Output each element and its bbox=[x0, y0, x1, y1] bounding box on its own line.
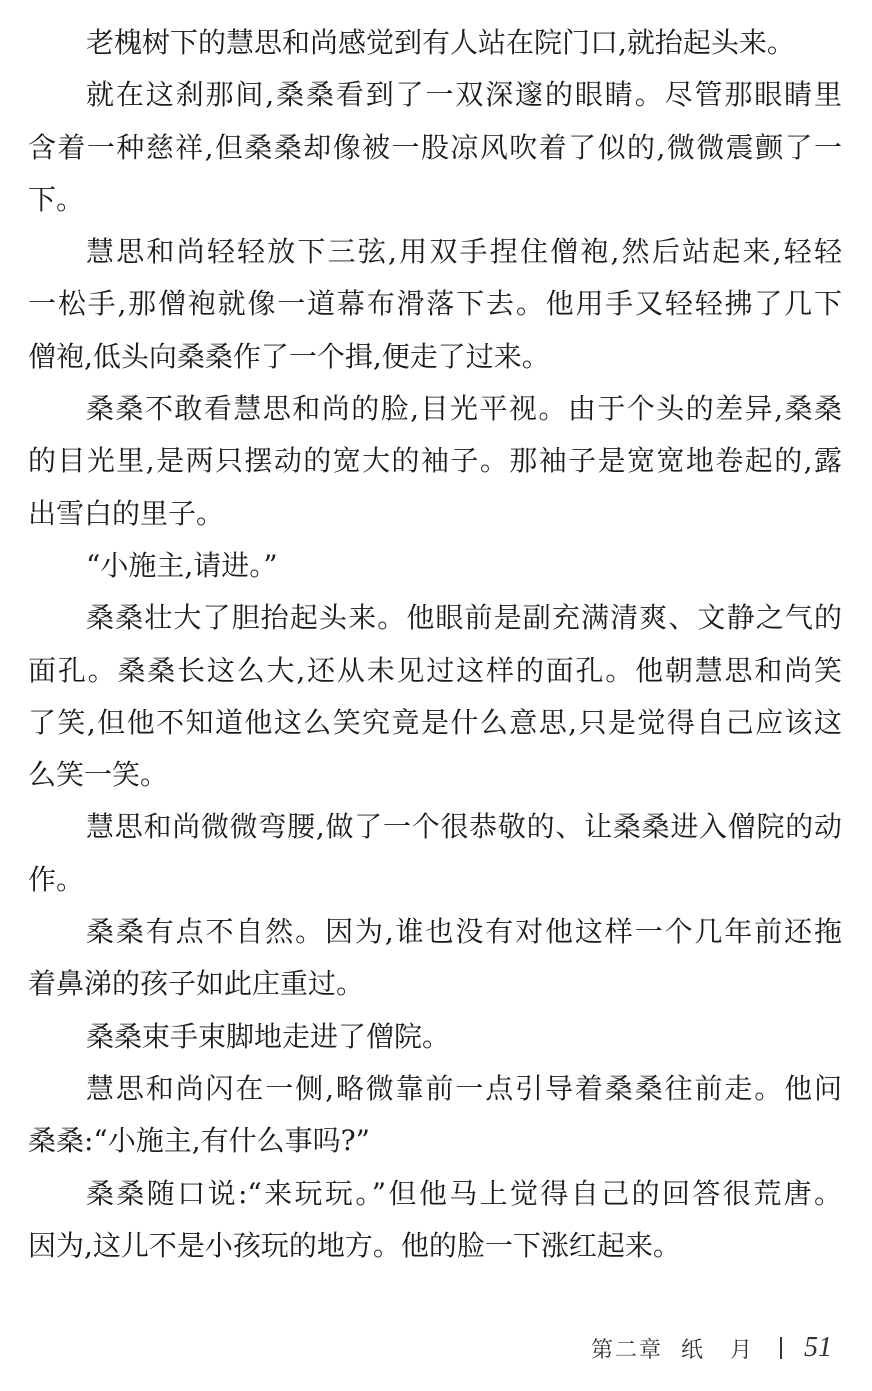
text-line: 因为,这儿不是小孩玩的地方。他的脸一下涨红起来。 bbox=[28, 1228, 681, 1262]
text-line: 着鼻涕的孩子如此庄重过。 bbox=[28, 967, 365, 1001]
text-line: 的目光里,是两只摆动的宽大的袖子。那袖子是宽宽地卷起的,露 bbox=[28, 444, 842, 478]
text-line: 就在这刹那间,桑桑看到了一双深邃的眼睛。尽管那眼睛里 bbox=[86, 78, 842, 112]
text-line: 桑桑束手束脚地走进了僧院。 bbox=[86, 1019, 451, 1053]
chapter-label: 第二章 bbox=[590, 1337, 663, 1363]
text-line: 桑桑:“小施主,有什么事吗?” bbox=[28, 1124, 370, 1158]
text-line: 出雪白的里子。 bbox=[28, 496, 225, 530]
text-line: 慧思和尚轻轻放下三弦,用双手捏住僧袍,然后站起来,轻轻 bbox=[86, 235, 842, 269]
text-line: 老槐树下的慧思和尚感觉到有人站在院门口,就抬起头来。 bbox=[86, 26, 795, 59]
text-line: 一松手,那僧袍就像一道幕布滑落下去。他用手又轻轻拂了几下 bbox=[28, 287, 842, 321]
footer-divider bbox=[780, 1337, 782, 1359]
page-number: 51 bbox=[804, 1332, 832, 1363]
text-line: 么笑一笑。 bbox=[28, 758, 169, 792]
text-line: 慧思和尚闪在一侧,略微靠前一点引导着桑桑往前走。他问 bbox=[86, 1071, 842, 1105]
text-line: 下。 bbox=[28, 182, 85, 216]
text-line: 桑桑不敢看慧思和尚的脸,目光平视。由于个头的差异,桑桑 bbox=[86, 392, 842, 426]
text-line: “小施主,请进。” bbox=[86, 548, 278, 582]
text-line: 桑桑壮大了胆抬起头来。他眼前是副充满清爽、文静之气的 bbox=[86, 601, 842, 635]
text-line: 面孔。桑桑长这么大,还从未见过这样的面孔。他朝慧思和尚笑 bbox=[28, 653, 842, 687]
body-text bbox=[28, 17, 842, 1272]
text-line: 桑桑随口说:“来玩玩。”但他马上觉得自己的回答很荒唐。 bbox=[86, 1176, 842, 1210]
text-line: 含着一种慈祥,但桑桑却像被一股凉风吹着了似的,微微震颤了一 bbox=[28, 130, 842, 164]
text-line: 僧袍,低头向桑桑作了一个揖,便走了过来。 bbox=[28, 339, 550, 373]
text-line: 了笑,但他不知道他这么笑究竟是什么意思,只是觉得自己应该这 bbox=[28, 705, 842, 739]
chapter-title: 纸 月 bbox=[681, 1337, 762, 1363]
text-line: 作。 bbox=[28, 862, 85, 896]
page-footer bbox=[591, 1332, 832, 1364]
text-line: 慧思和尚微微弯腰,做了一个很恭敬的、让桑桑进入僧院的动 bbox=[86, 810, 842, 844]
text-line: 桑桑有点不自然。因为,谁也没有对他这样一个几年前还拖 bbox=[86, 915, 842, 949]
